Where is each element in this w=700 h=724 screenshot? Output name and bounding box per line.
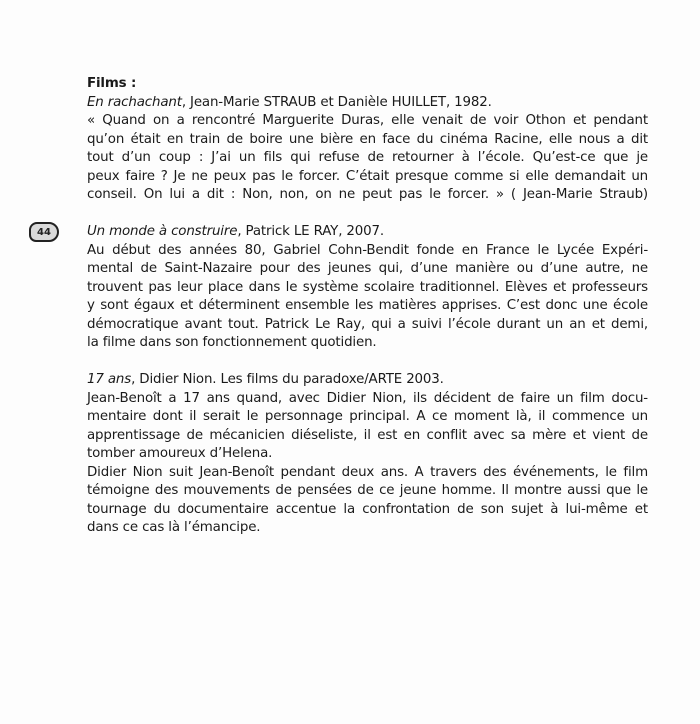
film-credit: , Patrick LE RAY, 2007. xyxy=(237,224,384,239)
film-title: 17 ans xyxy=(87,372,132,387)
film-text-line: mentaire dont il serait le personnage principal. A ce moment là, il commence un xyxy=(87,409,648,424)
film-text-line: Didier Nion suit Jean-Benoît pendant deux ans. A travers des événements, le film xyxy=(87,464,648,480)
film-text-line: la filme dans son fonctionnement quotidien. xyxy=(87,335,377,350)
film-entry-en-rachachant xyxy=(87,94,648,205)
film-text-line: dans ce cas là l’émancipe. xyxy=(87,520,261,535)
film-title: En rachachant xyxy=(87,94,182,110)
film-entry-un-monde-a-construire xyxy=(87,223,648,353)
film-text-line: Au début des années 80, Gabriel Cohn-Bendit fonde en France le Lycée Expéri- xyxy=(87,242,648,258)
films-section xyxy=(87,75,648,538)
film-text-line: « Quand on a rencontré Marguerite Duras, elle venait de voir Othon et pendant xyxy=(87,113,648,128)
film-text-line: trouvent pas leur place dans le système scolaire traditionnel. Elèves et professeurs xyxy=(87,279,648,295)
film-credit: , Jean-Marie STRAUB et Danièle HUILLET, 1982. xyxy=(181,94,492,110)
film-credit: , Didier Nion. Les films du paradoxe/ARTE 2003. xyxy=(131,372,444,387)
film-text-line: conseil. On lui a dit : Non, non, on ne peut pas le forcer. » ( Jean-Marie Straub) xyxy=(87,187,648,202)
section-heading: Films : xyxy=(87,76,137,91)
film-text-line: tournage du documentaire accentue la confrontation de son sujet à lui-même et xyxy=(87,501,648,517)
film-text-line: y sont égaux et déterminent ensemble les matières apprises. C’est donc une école xyxy=(87,298,648,313)
film-text-line: apprentissage de mécanicien diéseliste, il est en conflit avec sa mère et vient de xyxy=(87,427,648,443)
page-number-badge: 44 xyxy=(29,222,59,242)
film-text-line: Jean-Benoît a 17 ans quand, avec Didier Nion, ils décident de faire un film docu- xyxy=(87,390,648,406)
film-title: Un monde à construire xyxy=(87,224,238,239)
film-text-line: tomber amoureux d’Helena. xyxy=(87,446,273,461)
paragraph-gap xyxy=(87,205,648,224)
film-title-line xyxy=(87,223,648,242)
film-text-line: qu’on était en train de boire une bière en face du cinéma Racine, elle nous a dit xyxy=(87,131,648,147)
film-title-line xyxy=(87,94,648,113)
film-text-line: peux faire ? Je ne peux pas le forcer. C’était presque comme si elle demandait un xyxy=(87,168,648,184)
film-text-line: mental de Saint-Nazaire pour des jeunes qui, d’une manière ou d’une autre, ne xyxy=(87,261,648,276)
film-text-line: tout d’un coup : J’ai un fils qui refuse de retourner à l’école. Qu’est-ce que je xyxy=(87,150,648,165)
paragraph-gap xyxy=(87,353,648,372)
film-title-line xyxy=(87,371,648,390)
film-text-line: démocratique avant tout. Patrick Le Ray, qui a suivi l’école durant un an et demi, xyxy=(87,316,648,332)
film-entry-17-ans xyxy=(87,371,648,538)
film-text-line: témoigne des mouvements de pensées de ce jeune homme. Il montre aussi que le xyxy=(87,483,648,498)
